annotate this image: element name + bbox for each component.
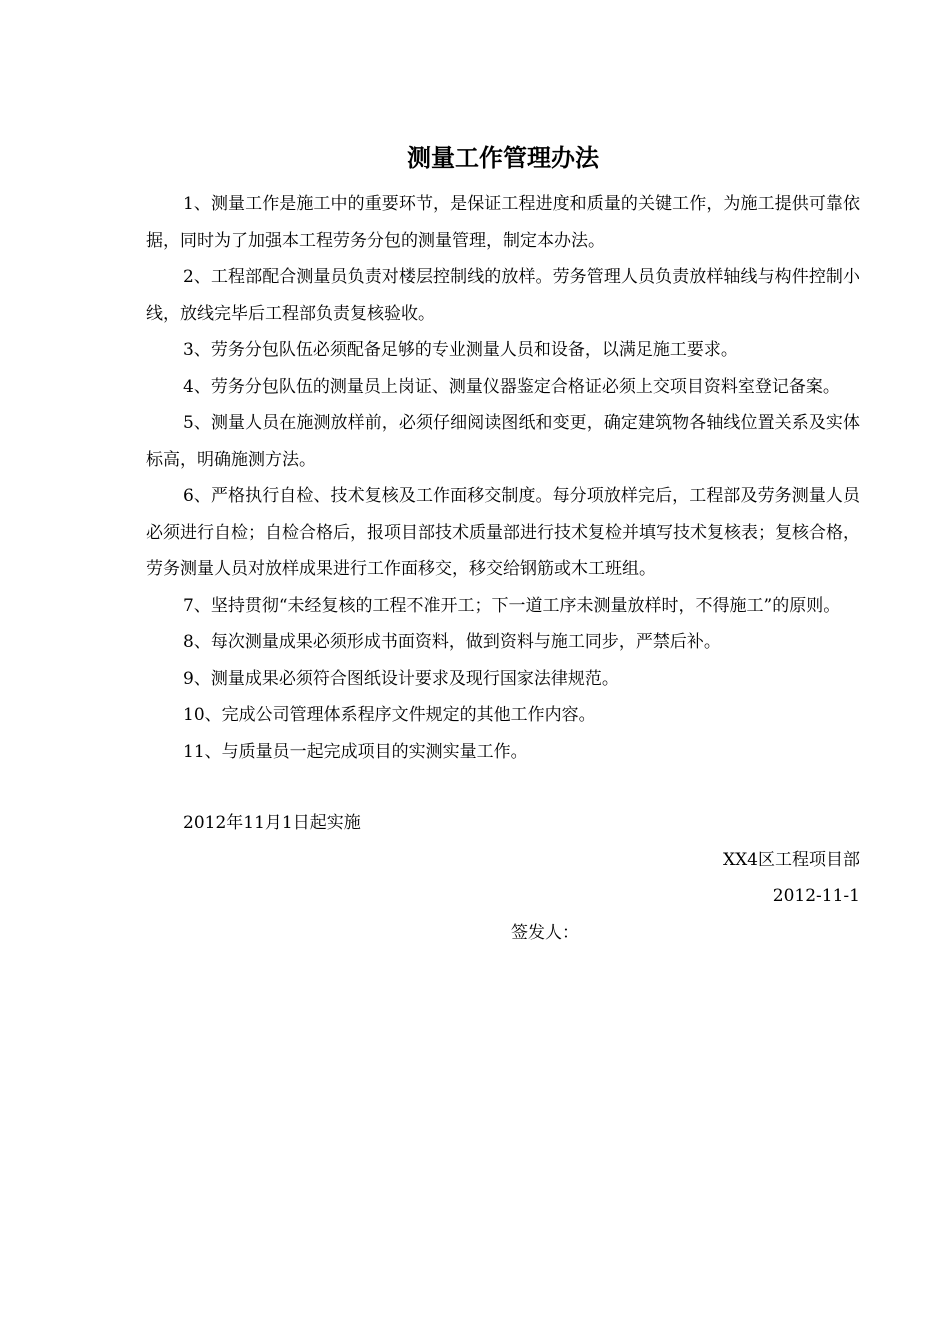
issuer-name: XX4区工程项目部 [722, 849, 860, 870]
paragraph-2: 2、工程部配合测量员负责对楼层控制线的放样。劳务管理人员负责放样轴线与构件控制小线，放线完毕后工程部负责复核验收。 [146, 267, 860, 324]
blank-line [146, 770, 860, 805]
effective-date: 2012年11月1日起实施 [183, 813, 361, 833]
signer-label: 签发人： [511, 922, 579, 943]
paragraph-11: 11、与质量员一起完成项目的实测实量工作。 [183, 741, 528, 762]
paragraph-6: 6、严格执行自检、技术复核及工作面移交制度。每分项放样完后，工程部及劳务测量人员必须进行自检；自检合格后，报项目部技术质量部进行技术复检并填写技术复核表；复核合格，劳务测量人员对放样成果进行工作面移交，移交给钢筋或木工班组。 [146, 486, 860, 579]
paragraph-9: 9、测量成果必须符合图纸设计要求及现行国家法律规范。 [183, 668, 619, 689]
paragraph-3: 3、劳务分包队伍必须配备足够的专业测量人员和设备，以满足施工要求。 [183, 340, 738, 360]
paragraph-5: 5、测量人员在施测放样前，必须仔细阅读图纸和变更，确定建筑物各轴线位置关系及实体标高，明确施测方法。 [146, 413, 860, 470]
issue-date: 2012-11-1 [772, 886, 860, 906]
paragraph-1: 1、测量工作是施工中的重要环节，是保证工程进度和质量的关键工作，为施工提供可靠依据，同时为了加强本工程劳务分包的测量管理，制定本办法。 [146, 194, 860, 251]
paragraph-4: 4、劳务分包队伍的测量员上岗证、测量仪器鉴定合格证必须上交项目资料室登记备案。 [183, 376, 840, 397]
paragraph-8: 8、每次测量成果必须形成书面资料，做到资料与施工同步，严禁后补。 [183, 632, 721, 652]
document-title: 测量工作管理办法 [407, 143, 599, 172]
paragraph-7: 7、坚持贯彻“未经复核的工程不准开工；下一道工序未测量放样时，不得施工”的原则。 [183, 595, 841, 616]
document-page [146, 138, 860, 951]
paragraph-10: 10、完成公司管理体系程序文件规定的其他工作内容。 [183, 705, 596, 725]
